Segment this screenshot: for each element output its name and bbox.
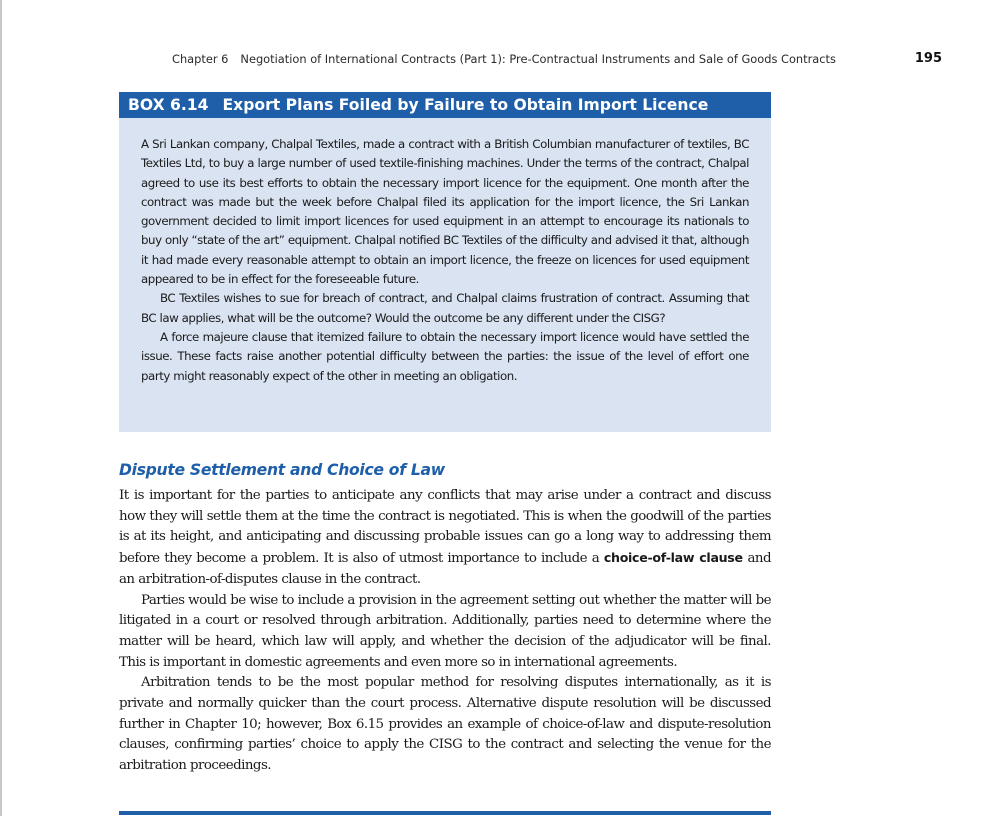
running-header [172, 52, 942, 66]
body-paragraph-2: Parties would be wise to include a provision in the agreement setting out whether the matter will be litigated in a court or resolved through arbitration. Additionally, parties need to determine where the matter will be heard, which law will apply, and whether the decision of the adjudicator will be final. This is important in domestic agreements and even more so in international agreements. [119, 592, 771, 670]
box-paragraph-1: A Sri Lankan company, Chalpal Textiles, made a contract with a British Columbian manufacturer of textiles, BC Textiles Ltd, to buy a large number of used textile-finishing machines. Under the terms of the contract, Chalpal agreed to use its best efforts to obtain the necessary import licence for the equipment. One month after the contract was made but the week before Chalpal filed its application for the import licence, the Sri Lankan government decided to limit import licences for used equipment in an attempt to encourage its nationals to buy only “state of the art” equipment. Chalpal notified BC Textiles of the difficulty and advised it that, although it had made every reasonable attempt to obtain an import licence, the freeze on licences for used equipment appeared to be in effect for the foreseeable future. [141, 137, 749, 287]
box-body [119, 118, 771, 432]
key-term: choice-of-law clause [603, 550, 743, 566]
box-paragraph-2: BC Textiles wishes to sue for breach of contract, and Chalpal claims frustration of contract. Assuming that BC law applies, what will be the outcome? Would the outcome be any different under the CISG? [141, 291, 749, 325]
chapter-title: Negotiation of International Contracts (Part 1): Pre-Contractual Instruments and Sale of Goods Contracts [240, 52, 836, 66]
chapter-label: Chapter 6 [172, 52, 229, 66]
body-paragraph-1-end: and an arbitration-of-disputes clause in the contract. [119, 551, 771, 587]
box-header [119, 92, 771, 118]
body-paragraph-3: Arbitration tends to be the most popular method for resolving disputes internationally, as it is private and normally quicker than the court process. Alternative dispute resolution will be discussed further in Chapter 10; however, Box 6.15 provides an example of choice-of-law and dispute-resolution clauses, confirming parties’ choice to apply the CISG to the contract and selecting the venue for the arbitration proceedings. [119, 675, 771, 774]
body-paragraph-1 [119, 486, 771, 591]
page-edge-rule [0, 0, 2, 816]
main-body-text [119, 486, 771, 777]
section-heading: Dispute Settlement and Choice of Law [119, 461, 445, 479]
box-paragraph-3: A force majeure clause that itemized failure to obtain the necessary import licence would have settled the issue. These facts raise another potential difficulty between the parties: the issue of the level of effort one party might reasonably expect of the other in meeting an obligation. [141, 329, 749, 383]
box-label: BOX 6.14 [128, 96, 209, 114]
page-number: 195 [914, 51, 942, 66]
next-box-top-rule [119, 811, 771, 815]
body-paragraph-1-start: It is important for the parties to anticipate any conflicts that may arise under a contract and discuss how they will settle them at the time the contract is negotiated. This is when the goodwill of the parties is at its height, and anticipating and discussing probable issues can go a long way to addressing them before they become a problem. It is also of utmost importance to include a [119, 488, 771, 567]
box-title: Export Plans Foiled by Failure to Obtain Import Licence [222, 96, 709, 114]
